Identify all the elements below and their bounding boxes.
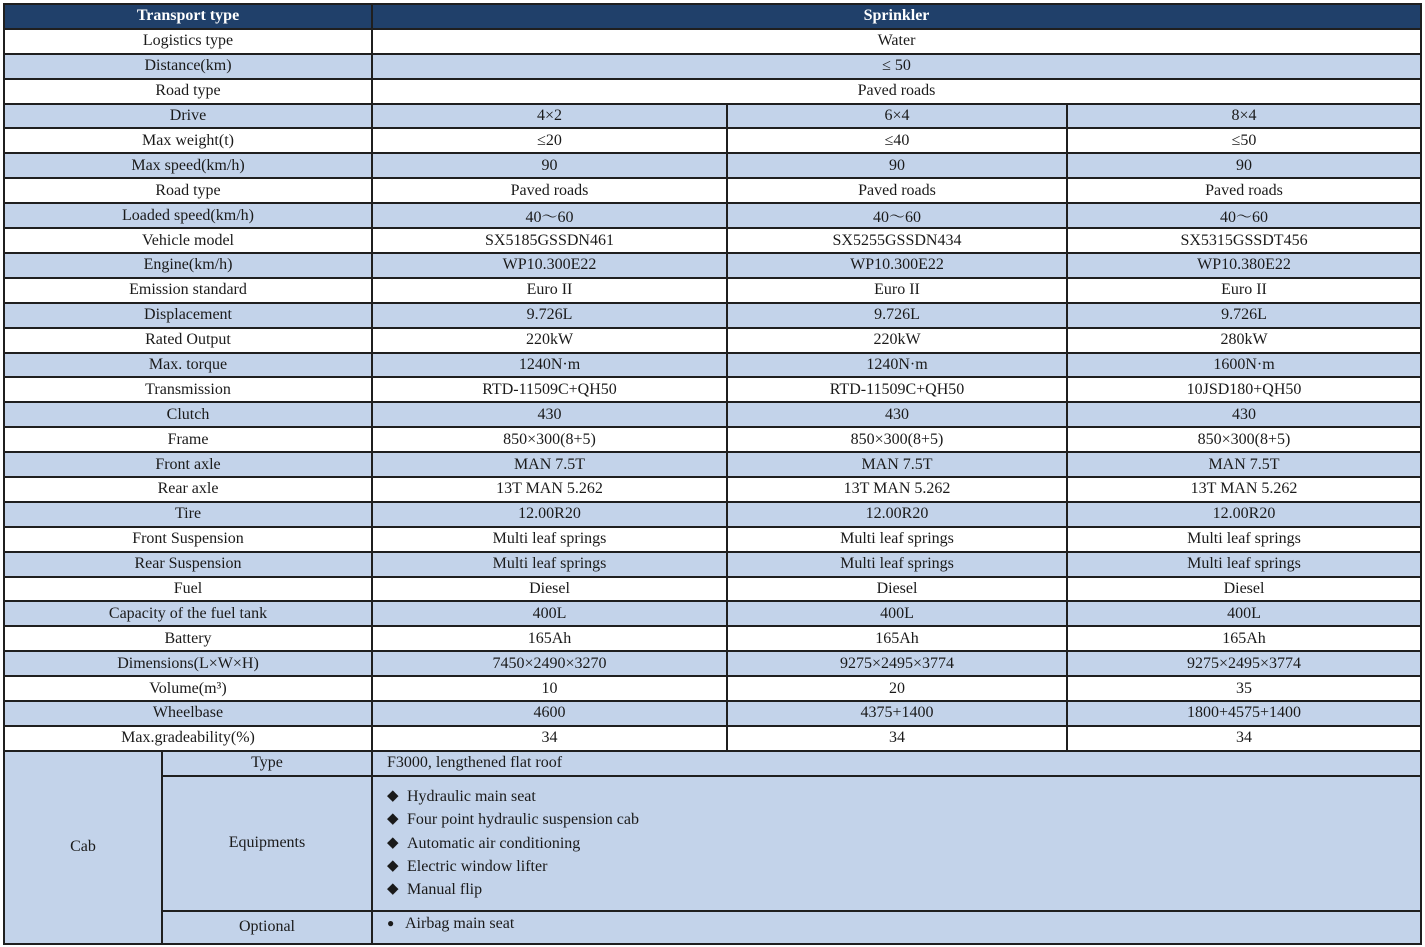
- row-value-model-1: RTD-11509C+QH50: [372, 377, 727, 402]
- spec-row: [4, 402, 1421, 427]
- row-value-model-2: ≤40: [727, 128, 1067, 153]
- row-value-model-3: Euro II: [1067, 278, 1421, 303]
- row-value-model-1: SX5185GSSDN461: [372, 228, 727, 253]
- bullet-diamond-icon: ◆: [387, 881, 399, 898]
- row-value-model-2: 34: [727, 726, 1067, 751]
- bullet-item: [387, 785, 1414, 808]
- row-value-model-3: SX5315GSSDT456: [1067, 228, 1421, 253]
- spec-row: [4, 104, 1421, 129]
- row-value-model-1: 12.00R20: [372, 502, 727, 527]
- row-label: Rear axle: [4, 477, 372, 502]
- spec-row: [4, 676, 1421, 701]
- cab-type-label: Type: [162, 751, 372, 776]
- row-value-model-1: 9.726L: [372, 303, 727, 328]
- row-label: Dimensions(L×W×H): [4, 651, 372, 676]
- spec-row: [4, 203, 1421, 228]
- row-label: Front axle: [4, 452, 372, 477]
- row-value-model-3: 165Ah: [1067, 626, 1421, 651]
- row-value-model-2: 400L: [727, 601, 1067, 626]
- row-value-model-1: Diesel: [372, 577, 727, 602]
- row-value-model-2: 6×4: [727, 104, 1067, 129]
- row-value-model-2: 90: [727, 153, 1067, 178]
- row-value-model-2: Multi leaf springs: [727, 527, 1067, 552]
- row-value-model-1: 400L: [372, 601, 727, 626]
- row-value-model-1: MAN 7.5T: [372, 452, 727, 477]
- row-value-model-3: 1600N·m: [1067, 353, 1421, 378]
- row-value-model-2: Paved roads: [727, 178, 1067, 203]
- spec-row: [4, 303, 1421, 328]
- row-value-model-3: 34: [1067, 726, 1421, 751]
- row-label: Front Suspension: [4, 527, 372, 552]
- row-value-model-1: 7450×2490×3270: [372, 651, 727, 676]
- row-value-model-2: 4375+1400: [727, 701, 1067, 726]
- spec-row: [4, 651, 1421, 676]
- bullet-diamond-icon: ◆: [387, 811, 399, 828]
- row-value-model-2: 20: [727, 676, 1067, 701]
- row-value-model-2: 430: [727, 402, 1067, 427]
- row-label: Loaded speed(km/h): [4, 203, 372, 228]
- row-label: Max speed(km/h): [4, 153, 372, 178]
- cab-label: Cab: [4, 751, 162, 944]
- row-value-model-1: 40～60: [372, 203, 727, 228]
- row-value-model-3: Multi leaf springs: [1067, 552, 1421, 577]
- row-value: Paved roads: [372, 79, 1421, 104]
- row-value-model-3: 430: [1067, 402, 1421, 427]
- row-label: Max. torque: [4, 353, 372, 378]
- bullet-diamond-icon: ◆: [387, 857, 399, 874]
- cab-optional-row: [4, 911, 1421, 944]
- cab-optional-label: Optional: [162, 911, 372, 944]
- bullet-item: [387, 808, 1414, 831]
- row-label: Drive: [4, 104, 372, 129]
- row-value-model-2: Euro II: [727, 278, 1067, 303]
- row-label: Displacement: [4, 303, 372, 328]
- row-value: Water: [372, 29, 1421, 54]
- spec-row: [4, 527, 1421, 552]
- row-value-model-2: 220kW: [727, 328, 1067, 353]
- row-value-model-2: WP10.300E22: [727, 253, 1067, 278]
- row-label: Transmission: [4, 377, 372, 402]
- row-value-model-3: Diesel: [1067, 577, 1421, 602]
- general-row: [4, 29, 1421, 54]
- row-value-model-1: 165Ah: [372, 626, 727, 651]
- row-value: ≤ 50: [372, 54, 1421, 79]
- row-label: Emission standard: [4, 278, 372, 303]
- spec-row: [4, 377, 1421, 402]
- row-value-model-1: Euro II: [372, 278, 727, 303]
- bullet-text: Four point hydraulic suspension cab: [407, 811, 639, 829]
- row-value-model-3: 40～60: [1067, 203, 1421, 228]
- spec-row: [4, 353, 1421, 378]
- row-label: Engine(km/h): [4, 253, 372, 278]
- row-label: Volume(m³): [4, 676, 372, 701]
- row-value-model-3: 10JSD180+QH50: [1067, 377, 1421, 402]
- row-label: Rated Output: [4, 328, 372, 353]
- row-value-model-3: 1800+4575+1400: [1067, 701, 1421, 726]
- row-value-model-3: Multi leaf springs: [1067, 527, 1421, 552]
- row-value-model-1: Paved roads: [372, 178, 727, 203]
- header-sprinkler: Sprinkler: [372, 4, 1421, 29]
- spec-table-body: [4, 4, 1421, 944]
- header-row: [4, 4, 1421, 29]
- general-row: [4, 79, 1421, 104]
- row-value-model-3: 12.00R20: [1067, 502, 1421, 527]
- spec-row: [4, 552, 1421, 577]
- row-value-model-1: Multi leaf springs: [372, 527, 727, 552]
- row-value-model-2: 40～60: [727, 203, 1067, 228]
- row-value-model-3: MAN 7.5T: [1067, 452, 1421, 477]
- cab-optional-value-list: [387, 912, 1414, 935]
- bullet-text: Airbag main seat: [405, 914, 515, 932]
- cab-equipments-row: [4, 776, 1421, 911]
- spec-row: [4, 626, 1421, 651]
- row-value-model-3: 850×300(8+5): [1067, 427, 1421, 452]
- row-value-model-3: 280kW: [1067, 328, 1421, 353]
- row-label: Tire: [4, 502, 372, 527]
- row-label: Max.gradeability(%): [4, 726, 372, 751]
- spec-row: [4, 253, 1421, 278]
- row-label: Wheelbase: [4, 701, 372, 726]
- spec-row: [4, 278, 1421, 303]
- row-value-model-3: 400L: [1067, 601, 1421, 626]
- row-label: Rear Suspension: [4, 552, 372, 577]
- spec-row: [4, 153, 1421, 178]
- row-label: Logistics type: [4, 29, 372, 54]
- row-label: Road type: [4, 178, 372, 203]
- row-value-model-3: Paved roads: [1067, 178, 1421, 203]
- bullet-text: Automatic air conditioning: [407, 834, 581, 852]
- row-label: Road type: [4, 79, 372, 104]
- row-value-model-2: 13T MAN 5.262: [727, 477, 1067, 502]
- row-value-model-3: 90: [1067, 153, 1421, 178]
- row-value-model-1: 1240N·m: [372, 353, 727, 378]
- bullet-text: Manual flip: [407, 881, 483, 899]
- row-value-model-2: SX5255GSSDN434: [727, 228, 1067, 253]
- cab-equipments-value-list: [387, 785, 1414, 901]
- row-value-model-1: ≤20: [372, 128, 727, 153]
- spec-row: [4, 328, 1421, 353]
- row-value-model-1: 10: [372, 676, 727, 701]
- row-value-model-3: 35: [1067, 676, 1421, 701]
- bullet-item: [387, 855, 1414, 878]
- spec-row: [4, 701, 1421, 726]
- bullet-diamond-icon: ◆: [387, 834, 399, 851]
- cab-type-value: F3000, lengthened flat roof: [372, 751, 1421, 776]
- cab-type-row: [4, 751, 1421, 776]
- row-label: Capacity of the fuel tank: [4, 601, 372, 626]
- row-value-model-2: 1240N·m: [727, 353, 1067, 378]
- spec-row: [4, 427, 1421, 452]
- row-value-model-1: WP10.300E22: [372, 253, 727, 278]
- spec-row: [4, 601, 1421, 626]
- row-value-model-1: 13T MAN 5.262: [372, 477, 727, 502]
- spec-row: [4, 178, 1421, 203]
- row-value-model-3: 8×4: [1067, 104, 1421, 129]
- row-value-model-2: MAN 7.5T: [727, 452, 1067, 477]
- bullet-item: [387, 912, 1414, 935]
- cab-equipments-value: [372, 776, 1421, 911]
- bullet-dot-icon: ●: [387, 915, 395, 930]
- spec-row: [4, 452, 1421, 477]
- bullet-text: Hydraulic main seat: [407, 788, 536, 806]
- row-value-model-2: 850×300(8+5): [727, 427, 1067, 452]
- bullet-text: Electric window lifter: [407, 857, 548, 875]
- row-value-model-3: ≤50: [1067, 128, 1421, 153]
- row-value-model-2: Multi leaf springs: [727, 552, 1067, 577]
- row-label: Frame: [4, 427, 372, 452]
- row-value-model-1: 4600: [372, 701, 727, 726]
- row-value-model-1: 34: [372, 726, 727, 751]
- row-value-model-2: RTD-11509C+QH50: [727, 377, 1067, 402]
- row-label: Distance(km): [4, 54, 372, 79]
- spec-row: [4, 726, 1421, 751]
- row-value-model-3: 9.726L: [1067, 303, 1421, 328]
- row-value-model-1: 430: [372, 402, 727, 427]
- row-value-model-3: WP10.380E22: [1067, 253, 1421, 278]
- row-value-model-2: 9.726L: [727, 303, 1067, 328]
- spec-table: [3, 3, 1422, 945]
- general-row: [4, 54, 1421, 79]
- row-value-model-2: 9275×2495×3774: [727, 651, 1067, 676]
- bullet-item: [387, 878, 1414, 901]
- bullet-item: [387, 832, 1414, 855]
- row-label: Vehicle model: [4, 228, 372, 253]
- bullet-diamond-icon: ◆: [387, 788, 399, 805]
- row-value-model-3: 13T MAN 5.262: [1067, 477, 1421, 502]
- spec-row: [4, 128, 1421, 153]
- cab-equipments-label: Equipments: [162, 776, 372, 911]
- spec-row: [4, 577, 1421, 602]
- row-label: Battery: [4, 626, 372, 651]
- row-label: Clutch: [4, 402, 372, 427]
- row-value-model-1: 4×2: [372, 104, 727, 129]
- header-transport-type: Transport type: [4, 4, 372, 29]
- row-value-model-1: Multi leaf springs: [372, 552, 727, 577]
- row-label: Fuel: [4, 577, 372, 602]
- row-value-model-1: 220kW: [372, 328, 727, 353]
- row-value-model-1: 850×300(8+5): [372, 427, 727, 452]
- row-value-model-3: 9275×2495×3774: [1067, 651, 1421, 676]
- row-value-model-2: Diesel: [727, 577, 1067, 602]
- row-value-model-2: 165Ah: [727, 626, 1067, 651]
- spec-row: [4, 477, 1421, 502]
- spec-row: [4, 228, 1421, 253]
- row-label: Max weight(t): [4, 128, 372, 153]
- cab-optional-value: [372, 911, 1421, 944]
- row-value-model-2: 12.00R20: [727, 502, 1067, 527]
- spec-row: [4, 502, 1421, 527]
- row-value-model-1: 90: [372, 153, 727, 178]
